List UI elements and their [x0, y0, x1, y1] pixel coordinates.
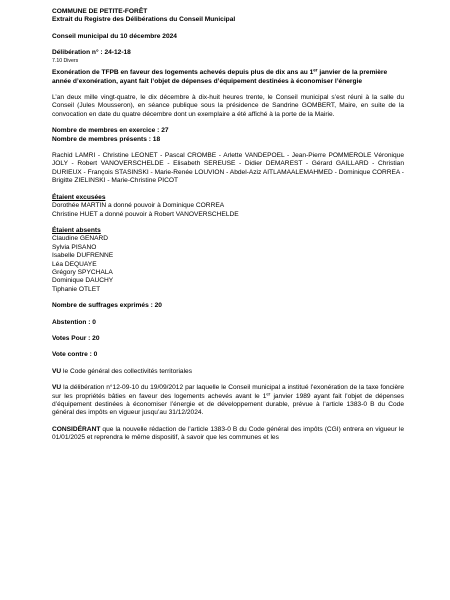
absent-line: Isabelle DUFRENNE: [52, 252, 114, 260]
commune-name: COMMUNE DE PETITE-FORÊT: [52, 8, 148, 15]
votes-against: Vote contre : 0: [52, 351, 98, 359]
vu-label: VU: [52, 384, 62, 392]
vu-deliberation-text-1: la délibération n°12-09-10 du 19/09/2012 par laquelle le Conseil municipal a institué l’exonération de la taxe foncière sur les propriétés bâties en faveur des logements achevés avant le 1: [52, 384, 404, 400]
absent-line: Claudine GENARD: [52, 235, 109, 243]
deliberation-subject: [52, 69, 404, 86]
considerant-text: que la nouvelle rédaction de l’article 1383-0 B du Code général des impôts (CGI) entrera en vigueur le 01/01/2025 et reprendra le même dispositif, à savoir que les communes et les: [52, 425, 404, 442]
vu-text: le Code général des collectivités territoriales: [61, 367, 193, 375]
absent-line: Sylvia PISANO: [52, 243, 97, 251]
absent-title: Étaient absents: [52, 226, 101, 234]
absent-line: Grégory SPYCHALA: [52, 268, 113, 276]
session-intro: L’an deux mille vingt-quatre, le dix décembre à dix-huit heures trente, le Conseil municipal s’est réuni à la salle du Conseil (Jules Mousseron), en séance publique sous la présidence de Sandrine GOMBERT, Maire, en suite de la convocation en date du quatre décembre dont un exemplaire a été affiché à la porte de la Mairie.: [52, 94, 404, 118]
deliberation-number: Délibération n° : 24-12-18: [52, 49, 131, 57]
absent-line: Dominique DAUCHY: [52, 277, 114, 285]
subject-sup: er: [313, 67, 318, 73]
votes-abstention: Abstention : 0: [52, 318, 96, 326]
excused-line: Dorothée MARTIN a donné pouvoir à Dominique CORREA: [52, 202, 225, 210]
deliberation-category: 7.10 Divers: [52, 57, 79, 64]
present-members-list: Rachid LAMRI - Christine LEONET - Pascal CROMBE - Arlette VANDEPOEL - Jean-Pierre POMMEROLE Véronique JOLY - Robert VANOVERSCHELDE - Elisabeth SEREUSE - Didier DEMAREST - Gérard GAILLARD - Christian DURIEUX - François STASINSKI - Marie-Renée LOUVION - Abdel-Aziz AITLAMAALEMAHMED - Dominique CORREA - Brigitte ZIELINSKI - Marie-Christine PICOT: [52, 152, 404, 185]
excused-line: Christine HUET a donné pouvoir à Robert VANOVERSCHELDE: [52, 210, 239, 218]
subject-text-1: Exonération de TFPB en faveur des logements achevés depuis plus de dix ans au 1: [52, 69, 314, 77]
votes-expressed: Nombre de suffrages exprimés : 20: [52, 302, 162, 310]
vu-deliberation: [52, 384, 404, 418]
absent-line: Tiphanie OTLET: [52, 285, 101, 293]
vu-deliberation-sup: er: [266, 391, 271, 397]
members-in-office: Nombre de membres en exercice : 27: [52, 127, 169, 135]
vu-label: VU: [52, 367, 62, 375]
absent-line: Léa DEQUAYE: [52, 260, 97, 268]
considerant-label: CONSIDÉRANT: [52, 425, 101, 433]
vu-deliberation-text-2: janvier 1989 ayant fait l’objet de dépenses d’équipement destinées à économiser l’énergie et de développement durable, prévue à l’article 1383-0 B du Code général des impôts en vigueur jusqu’au 31/12/2024.: [52, 392, 404, 417]
votes-for: Votes Pour : 20: [52, 334, 100, 342]
session-title: Conseil municipal du 10 décembre 2024: [52, 32, 177, 40]
register-extract-title: Extrait du Registre des Délibérations du Conseil Municipal: [52, 16, 236, 24]
subject-text-2: janvier de la première année d’exonération, ayant fait l’objet de dépenses d’équipement destinées à économiser l’énergie: [52, 69, 388, 85]
vu-cgct: [52, 368, 404, 376]
deliberation-document: [52, 8, 404, 443]
considerant-paragraph: [52, 426, 404, 443]
members-present: Nombre de membres présents : 18: [52, 135, 161, 143]
excused-title: Étaient excusées: [52, 193, 106, 201]
